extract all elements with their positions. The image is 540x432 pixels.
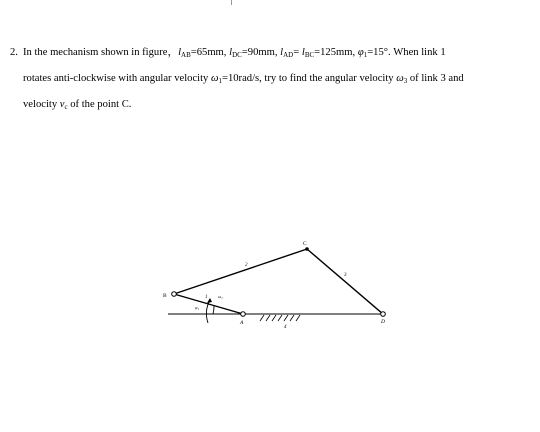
problem-line-1 bbox=[10, 40, 446, 69]
length-bc-subscript: BC bbox=[304, 51, 315, 59]
length-ad-equals: = bbox=[293, 47, 302, 58]
joint-d bbox=[381, 312, 386, 317]
problem-line-2-tail: of link 3 and bbox=[407, 73, 464, 84]
link-3 bbox=[307, 249, 383, 314]
length-ab-symbol: l bbox=[178, 47, 182, 58]
vc-symbol: v bbox=[59, 99, 65, 110]
label-c: C bbox=[303, 241, 307, 247]
phi-value: =15° bbox=[367, 47, 388, 58]
page-top-mark bbox=[231, 0, 232, 5]
phi-subscript: 1 bbox=[363, 51, 368, 59]
length-ad-subscript: AD bbox=[283, 51, 294, 59]
omega3-symbol: ω bbox=[396, 73, 404, 84]
omega1-symbol: ω bbox=[210, 73, 219, 84]
joint-a bbox=[241, 312, 246, 317]
length-dc-value: =90mm, bbox=[241, 47, 281, 58]
ground-hatching bbox=[260, 315, 300, 321]
label-a: A bbox=[240, 320, 244, 326]
joint-b bbox=[172, 292, 177, 297]
label-link-3: 3 bbox=[344, 273, 347, 278]
label-d: D bbox=[381, 319, 385, 325]
label-b: B bbox=[163, 293, 167, 299]
phi-symbol: φ bbox=[357, 47, 364, 58]
mechanism-diagram bbox=[160, 236, 400, 346]
problem-intro: In the mechanism shown in figure， bbox=[23, 47, 179, 58]
phi-angle-arc bbox=[213, 306, 214, 314]
problem-line-3 bbox=[23, 92, 131, 121]
label-ground: 4 bbox=[284, 325, 287, 330]
problem-line-2-text: rotates anti-clockwise with angular velocity bbox=[23, 73, 211, 84]
length-ad-symbol: l bbox=[280, 47, 284, 58]
problem-line-1-tail: . When link 1 bbox=[388, 47, 446, 58]
omega1-subscript: 1 bbox=[218, 77, 222, 85]
problem-number: 2. bbox=[10, 47, 18, 58]
problem-line-3-text: velocity bbox=[23, 99, 60, 110]
length-dc-symbol: l bbox=[229, 47, 233, 58]
joint-c bbox=[305, 247, 309, 251]
problem-line-2 bbox=[23, 66, 464, 95]
link-2 bbox=[174, 249, 307, 294]
length-ad-bc-value: =125mm, bbox=[314, 47, 358, 58]
length-bc-symbol: l bbox=[301, 47, 305, 58]
length-ab-subscript: AB bbox=[181, 51, 191, 59]
problem-line-3-tail: of the point C. bbox=[67, 99, 132, 110]
omega-arrow-head bbox=[207, 298, 212, 303]
omega1-value: =10rad/s, try to find the angular velocity bbox=[221, 73, 397, 84]
length-ab-value: =65mm, bbox=[190, 47, 230, 58]
omega3-subscript: 3 bbox=[403, 77, 408, 85]
vc-subscript: c bbox=[64, 103, 68, 111]
label-omega: ω₁ bbox=[218, 294, 223, 299]
label-link-1: 1 bbox=[205, 295, 208, 300]
label-link-2: 2 bbox=[245, 263, 248, 268]
label-phi: φ₁ bbox=[195, 305, 200, 310]
length-dc-subscript: DC bbox=[232, 51, 242, 59]
